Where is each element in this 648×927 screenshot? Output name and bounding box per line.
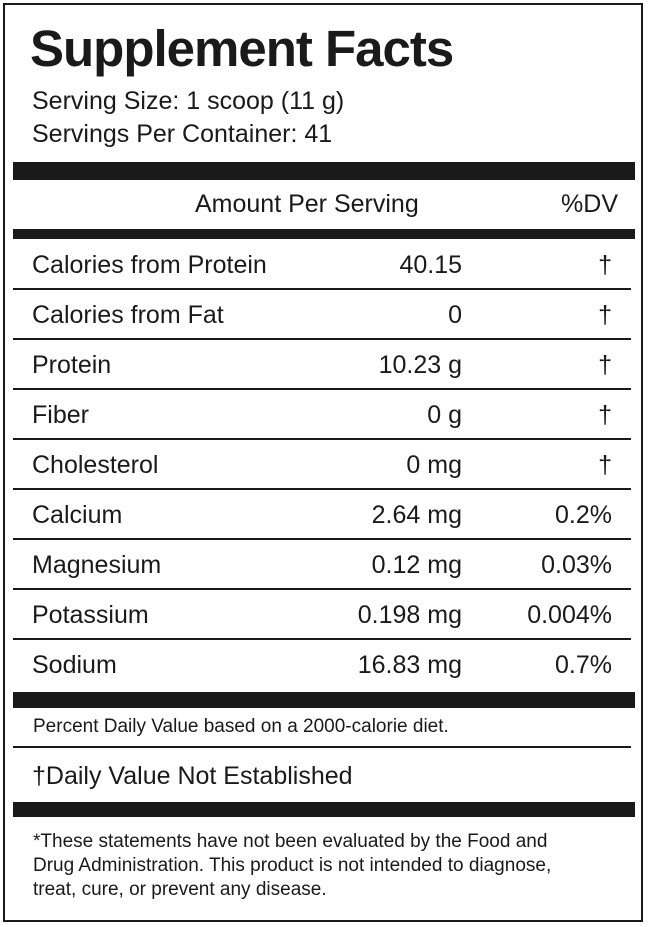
thick-divider xyxy=(13,692,635,708)
disclaimer-line: *These statements have not been evaluated by the Food and xyxy=(33,831,548,852)
nutrient-name: Calories from Fat xyxy=(32,301,224,329)
nutrient-dv: 0.2% xyxy=(555,501,612,529)
nutrient-dv: † xyxy=(598,251,612,279)
nutrient-dv: † xyxy=(598,401,612,429)
nutrient-amount: 40.15 xyxy=(399,251,462,279)
nutrient-name: Potassium xyxy=(32,601,149,629)
label-title: Supplement Facts xyxy=(30,20,454,77)
table-row xyxy=(13,290,633,340)
nutrient-amount: 0.12 mg xyxy=(371,551,462,579)
nutrient-amount: 0.198 mg xyxy=(357,601,462,629)
nutrient-dv: 0.03% xyxy=(541,551,612,579)
table-row xyxy=(13,540,633,590)
note-divider xyxy=(13,746,631,748)
table-row xyxy=(13,590,633,640)
nutrient-dv: 0.7% xyxy=(555,651,612,679)
table-row xyxy=(13,440,633,490)
nutrient-name: Sodium xyxy=(32,651,117,679)
nutrient-amount: 16.83 mg xyxy=(357,651,462,679)
amount-per-serving-header: Amount Per Serving xyxy=(195,190,419,218)
fda-disclaimer xyxy=(33,830,613,902)
nutrient-name: Protein xyxy=(32,351,112,379)
nutrient-amount: 10.23 g xyxy=(378,351,462,379)
disclaimer-line: Drug Administration. This product is not intended to diagnose, xyxy=(33,855,552,876)
nutrient-amount: 0 xyxy=(448,301,462,329)
table-row xyxy=(13,640,633,690)
nutrient-dv: † xyxy=(598,301,612,329)
thick-divider xyxy=(13,162,635,180)
dagger-note: †Daily Value Not Established xyxy=(32,762,353,790)
nutrient-name: Calcium xyxy=(32,501,123,529)
nutrient-amount: 0 g xyxy=(427,401,462,429)
nutrient-name: Cholesterol xyxy=(32,451,159,479)
serving-size: Serving Size: 1 scoop (11 g) xyxy=(32,87,345,115)
nutrient-name: Magnesium xyxy=(32,551,162,579)
disclaimer-line: treat, cure, or prevent any disease. xyxy=(33,879,327,900)
nutrient-dv: 0.004% xyxy=(527,601,612,629)
table-row xyxy=(13,340,633,390)
servings-per-container: Servings Per Container: 41 xyxy=(32,120,333,148)
nutrient-dv: † xyxy=(598,351,612,379)
header-divider xyxy=(13,229,635,239)
nutrient-amount: 2.64 mg xyxy=(371,501,462,529)
table-row xyxy=(13,490,633,540)
percent-daily-value-note: Percent Daily Value based on a 2000-calorie diet. xyxy=(33,716,449,737)
thick-divider xyxy=(13,802,635,817)
table-row xyxy=(13,390,633,440)
dv-header: %DV xyxy=(561,190,618,218)
nutrient-dv: † xyxy=(598,451,612,479)
nutrient-name: Fiber xyxy=(32,401,89,429)
table-row xyxy=(13,240,633,290)
nutrient-amount: 0 mg xyxy=(406,451,462,479)
nutrient-name: Calories from Protein xyxy=(32,251,267,279)
